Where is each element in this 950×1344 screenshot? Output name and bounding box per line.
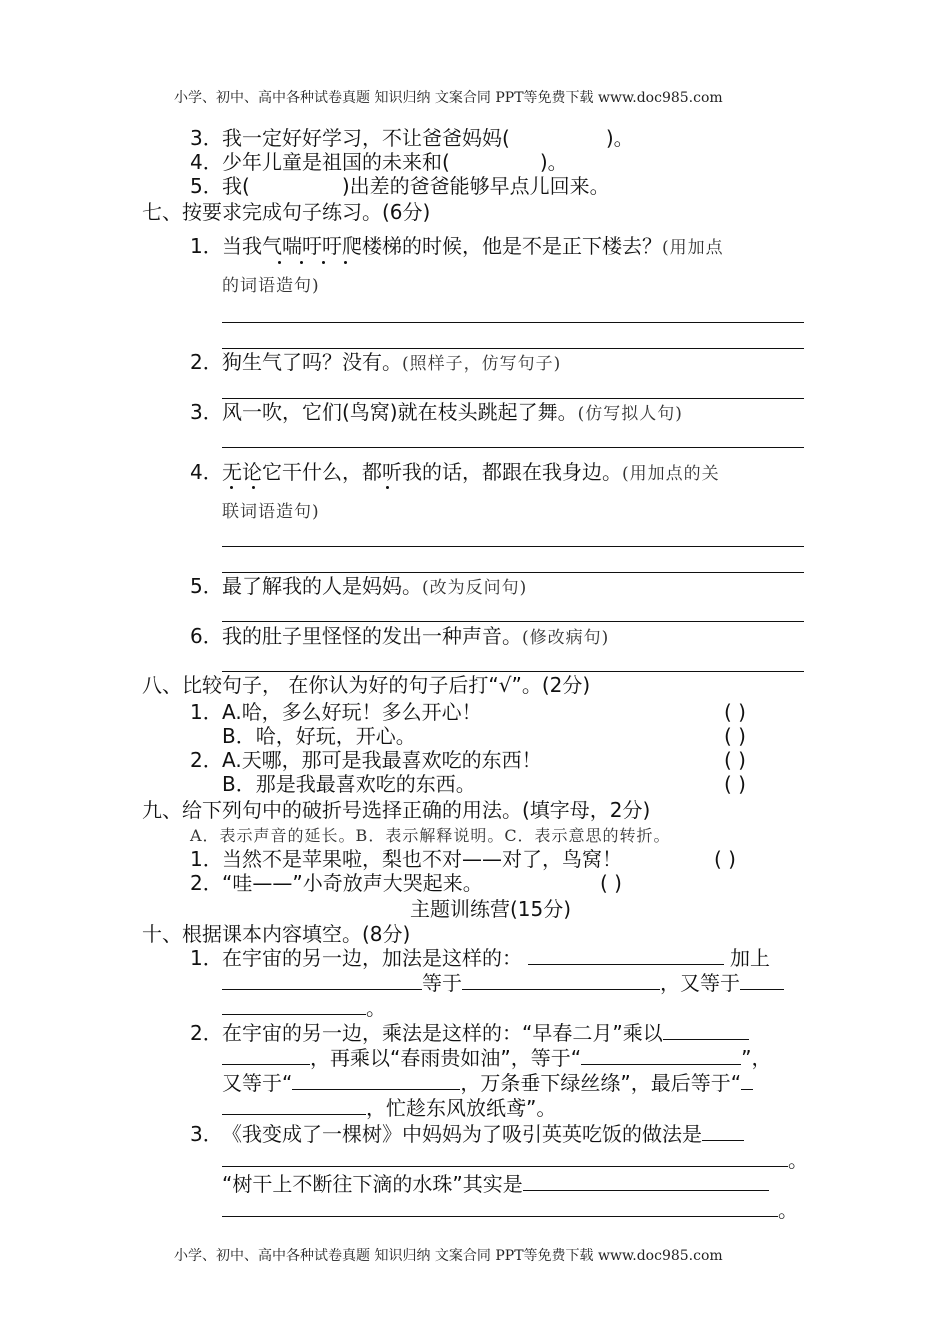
s8-q2a-text: A.天哪，那可是我最喜欢吃的东西！ [222,748,542,772]
s6-q4 [222,150,568,174]
s7-q1-note-a: (用加点 [662,238,724,258]
s8-q1a-answer[interactable]: ( ) [724,700,746,724]
emphasis-dot [344,261,347,264]
s10-q1-blank-4[interactable] [740,971,784,990]
s7-q6-text: 我的肚子里怪怪的发出一种声音。 [222,624,522,648]
s10-q1-blank-3[interactable] [462,971,660,990]
s9-options: A．表示声音的延长。B．表示解释说明。C．表示意思的转折。 [190,826,671,845]
s7-q5-text: 最了解我的人是妈妈。 [222,574,422,598]
s10-q2-l1: 在宇宙的另一边，乘法是这样的：“早春二月”乘以 [222,1021,663,1045]
s10-q1-line2 [222,971,784,995]
s10-q3-blank-1b[interactable] [222,1148,788,1167]
answer-line[interactable] [222,398,804,399]
s10-q1-num: 1． [190,946,223,970]
s9-q2-text: “哇——”小奇放声大哭起来。 [222,871,483,895]
s10-q2-line4 [222,1096,556,1120]
page-footer: 小学、初中、高中各种试卷真题 知识归纳 文案合同 PPT等免费下载 www.doc985.com [174,1248,723,1264]
s10-q3-blank-2[interactable] [523,1172,769,1191]
s7-q6-note: (修改病句) [522,628,610,648]
s7-q1-num: 1． [190,234,223,258]
s10-q2-line2 [222,1046,771,1070]
s7-q2-num: 2． [190,350,223,374]
answer-line[interactable] [222,322,804,323]
section9-title: 九、给下列句中的破折号选择正确的用法。(填字母，2分) [142,798,651,822]
answer-line[interactable] [222,671,804,672]
s7-q3-num: 3． [190,400,223,424]
s7-q1 [222,234,724,260]
answer-line[interactable] [222,572,804,573]
emphasis-dot [300,261,303,264]
answer-line[interactable] [222,447,804,448]
s7-q4-note-a: (用加点的关 [622,464,720,484]
s10-q2-l4: ，忙趁东风放纸鸢”。 [366,1096,557,1120]
s10-q1-l3: 。 [366,996,386,1020]
s8-q2-num: 2． [190,748,223,772]
s9-q2-num: 2． [190,871,223,895]
s9-q1-text: 当然不是苹果啦，梨也不对——对了，鸟窝！ [222,847,622,871]
emphasis-dot [322,261,325,264]
s10-q1-blank-2[interactable] [222,971,422,990]
s8-q1b-text: B．哈，好玩，开心。 [222,724,416,748]
s7-q6-num: 6． [190,624,223,648]
s6-q4-text-a: 少年儿童是祖国的未来和( [222,150,450,174]
s7-q3-text: 风一吹，它们(鸟窝)就在枝头跳起了舞。 [222,400,578,424]
page-header: 小学、初中、高中各种试卷真题 知识归纳 文案合同 PPT等免费下载 www.doc985.com [174,90,723,106]
s10-q3-line2 [222,1148,808,1172]
s8-q1a-text: A.哈，多么好玩！多么开心！ [222,700,482,724]
s6-q3-text-a: 我一定好好学习，不让爸爸妈妈( [222,126,510,150]
s7-q5 [222,574,527,600]
answer-line[interactable] [222,546,804,547]
emphasis-dot [252,486,255,489]
s10-q2-line3 [222,1071,753,1095]
s8-q1b-answer[interactable]: ( ) [724,724,746,748]
s7-q4-text: 无论它干什么，都听我的话，都跟在我身边。 [222,460,622,484]
s6-q5-text-b: )出差的爸爸能够早点儿回来。 [341,174,610,198]
s10-q3-l3: “树干上不断往下滴的水珠”其实是 [222,1172,523,1196]
s10-q2-l3-a: 又等于“ [222,1071,293,1095]
s10-q1-line1 [222,946,770,970]
s7-q2 [222,350,561,376]
s10-q1-blank-4b[interactable] [222,996,366,1015]
s6-q3-num: 3． [190,126,223,150]
s7-q4 [222,460,720,486]
s8-q2b-text: B．那是我最喜欢吃的东西。 [222,772,476,796]
s9-q1-num: 1． [190,847,223,871]
s7-q4-num: 4． [190,460,223,484]
s8-q1-num: 1． [190,700,223,724]
s10-q3-l4: 。 [778,1198,798,1222]
s6-q5-num: 5． [190,174,223,198]
s10-q3-num: 3． [190,1122,223,1146]
s6-q5 [222,174,610,198]
s10-q3-l1: 《我变成了一棵树》中妈妈为了吸引英英吃饭的做法是 [222,1122,702,1146]
s10-q1-l2-b: ，又等于 [660,971,740,995]
s6-q4-num: 4． [190,150,223,174]
answer-line[interactable] [222,621,804,622]
s10-q1-l1-b: 加上 [730,946,770,970]
s7-q6 [222,624,609,650]
emphasis-dot [386,486,389,489]
s6-q3 [222,126,634,150]
s10-q3-blank-1[interactable] [702,1122,744,1141]
s10-q2-blank-3[interactable] [292,1071,460,1090]
s10-q3-line1 [222,1122,744,1146]
s7-q2-note: (照样子，仿写句子) [402,354,562,374]
emphasis-dot [278,261,281,264]
s7-q1-text: 当我气喘吁吁爬楼梯的时候，他是不是正下楼去？ [222,234,662,258]
s6-q5-text-a: 我( [222,174,250,198]
s10-q2-l2-a: ，再乘以“春雨贵如油”，等于“ [310,1046,582,1070]
s10-q2-blank-4b[interactable] [222,1096,366,1115]
s10-q3-l2: 。 [788,1148,808,1172]
s7-q5-num: 5． [190,574,223,598]
camp-title: 主题训练营(15分) [410,897,572,921]
s10-q2-l3-b: ，万条垂下绿丝绦”，最后等于“ [460,1071,742,1095]
s10-q3-line3 [222,1172,769,1196]
s10-q1-line3 [222,996,386,1020]
s9-q1-answer[interactable]: ( ) [714,847,736,871]
s10-q3-line4 [222,1198,798,1222]
section10-title: 十、根据课本内容填空。(8分) [142,922,411,946]
s10-q1-l1-a: 在宇宙的另一边，加法是这样的： [222,946,522,970]
s7-q3-note: (仿写拟人句) [577,404,683,424]
section7-title: 七、按要求完成句子练习。(6分) [142,200,431,224]
s9-q2-answer[interactable]: ( ) [600,871,622,895]
s10-q2-blank-1[interactable] [663,1021,749,1040]
emphasis-dot [230,486,233,489]
s10-q2-line1 [222,1021,749,1045]
s10-q2-blank-1b[interactable] [222,1046,310,1065]
section8-title: 八、比较句子， 在你认为好的句子后打“√”。(2分) [142,673,591,697]
s10-q2-l2-b: ”， [741,1046,772,1070]
s6-q4-text-b: )。 [539,150,568,174]
s8-q2a-answer[interactable]: ( ) [724,748,746,772]
s10-q2-blank-2[interactable] [581,1046,741,1065]
s7-q2-text: 狗生气了吗？没有。 [222,350,402,374]
s10-q1-l2-a: 等于 [422,971,462,995]
s10-q2-num: 2． [190,1021,223,1045]
s6-q3-text-b: )。 [605,126,634,150]
s10-q2-blank-4[interactable] [741,1071,753,1090]
answer-line[interactable] [222,348,804,349]
s7-q1-note-b: 的词语造句) [222,276,320,296]
s8-q2b-answer[interactable]: ( ) [724,772,746,796]
s10-q1-blank-1[interactable] [528,946,724,965]
s10-q3-blank-2b[interactable] [222,1198,778,1217]
s7-q3 [222,400,683,426]
s7-q5-note: (改为反问句) [422,578,528,598]
s7-q4-note-b: 联词语造句) [222,502,320,522]
